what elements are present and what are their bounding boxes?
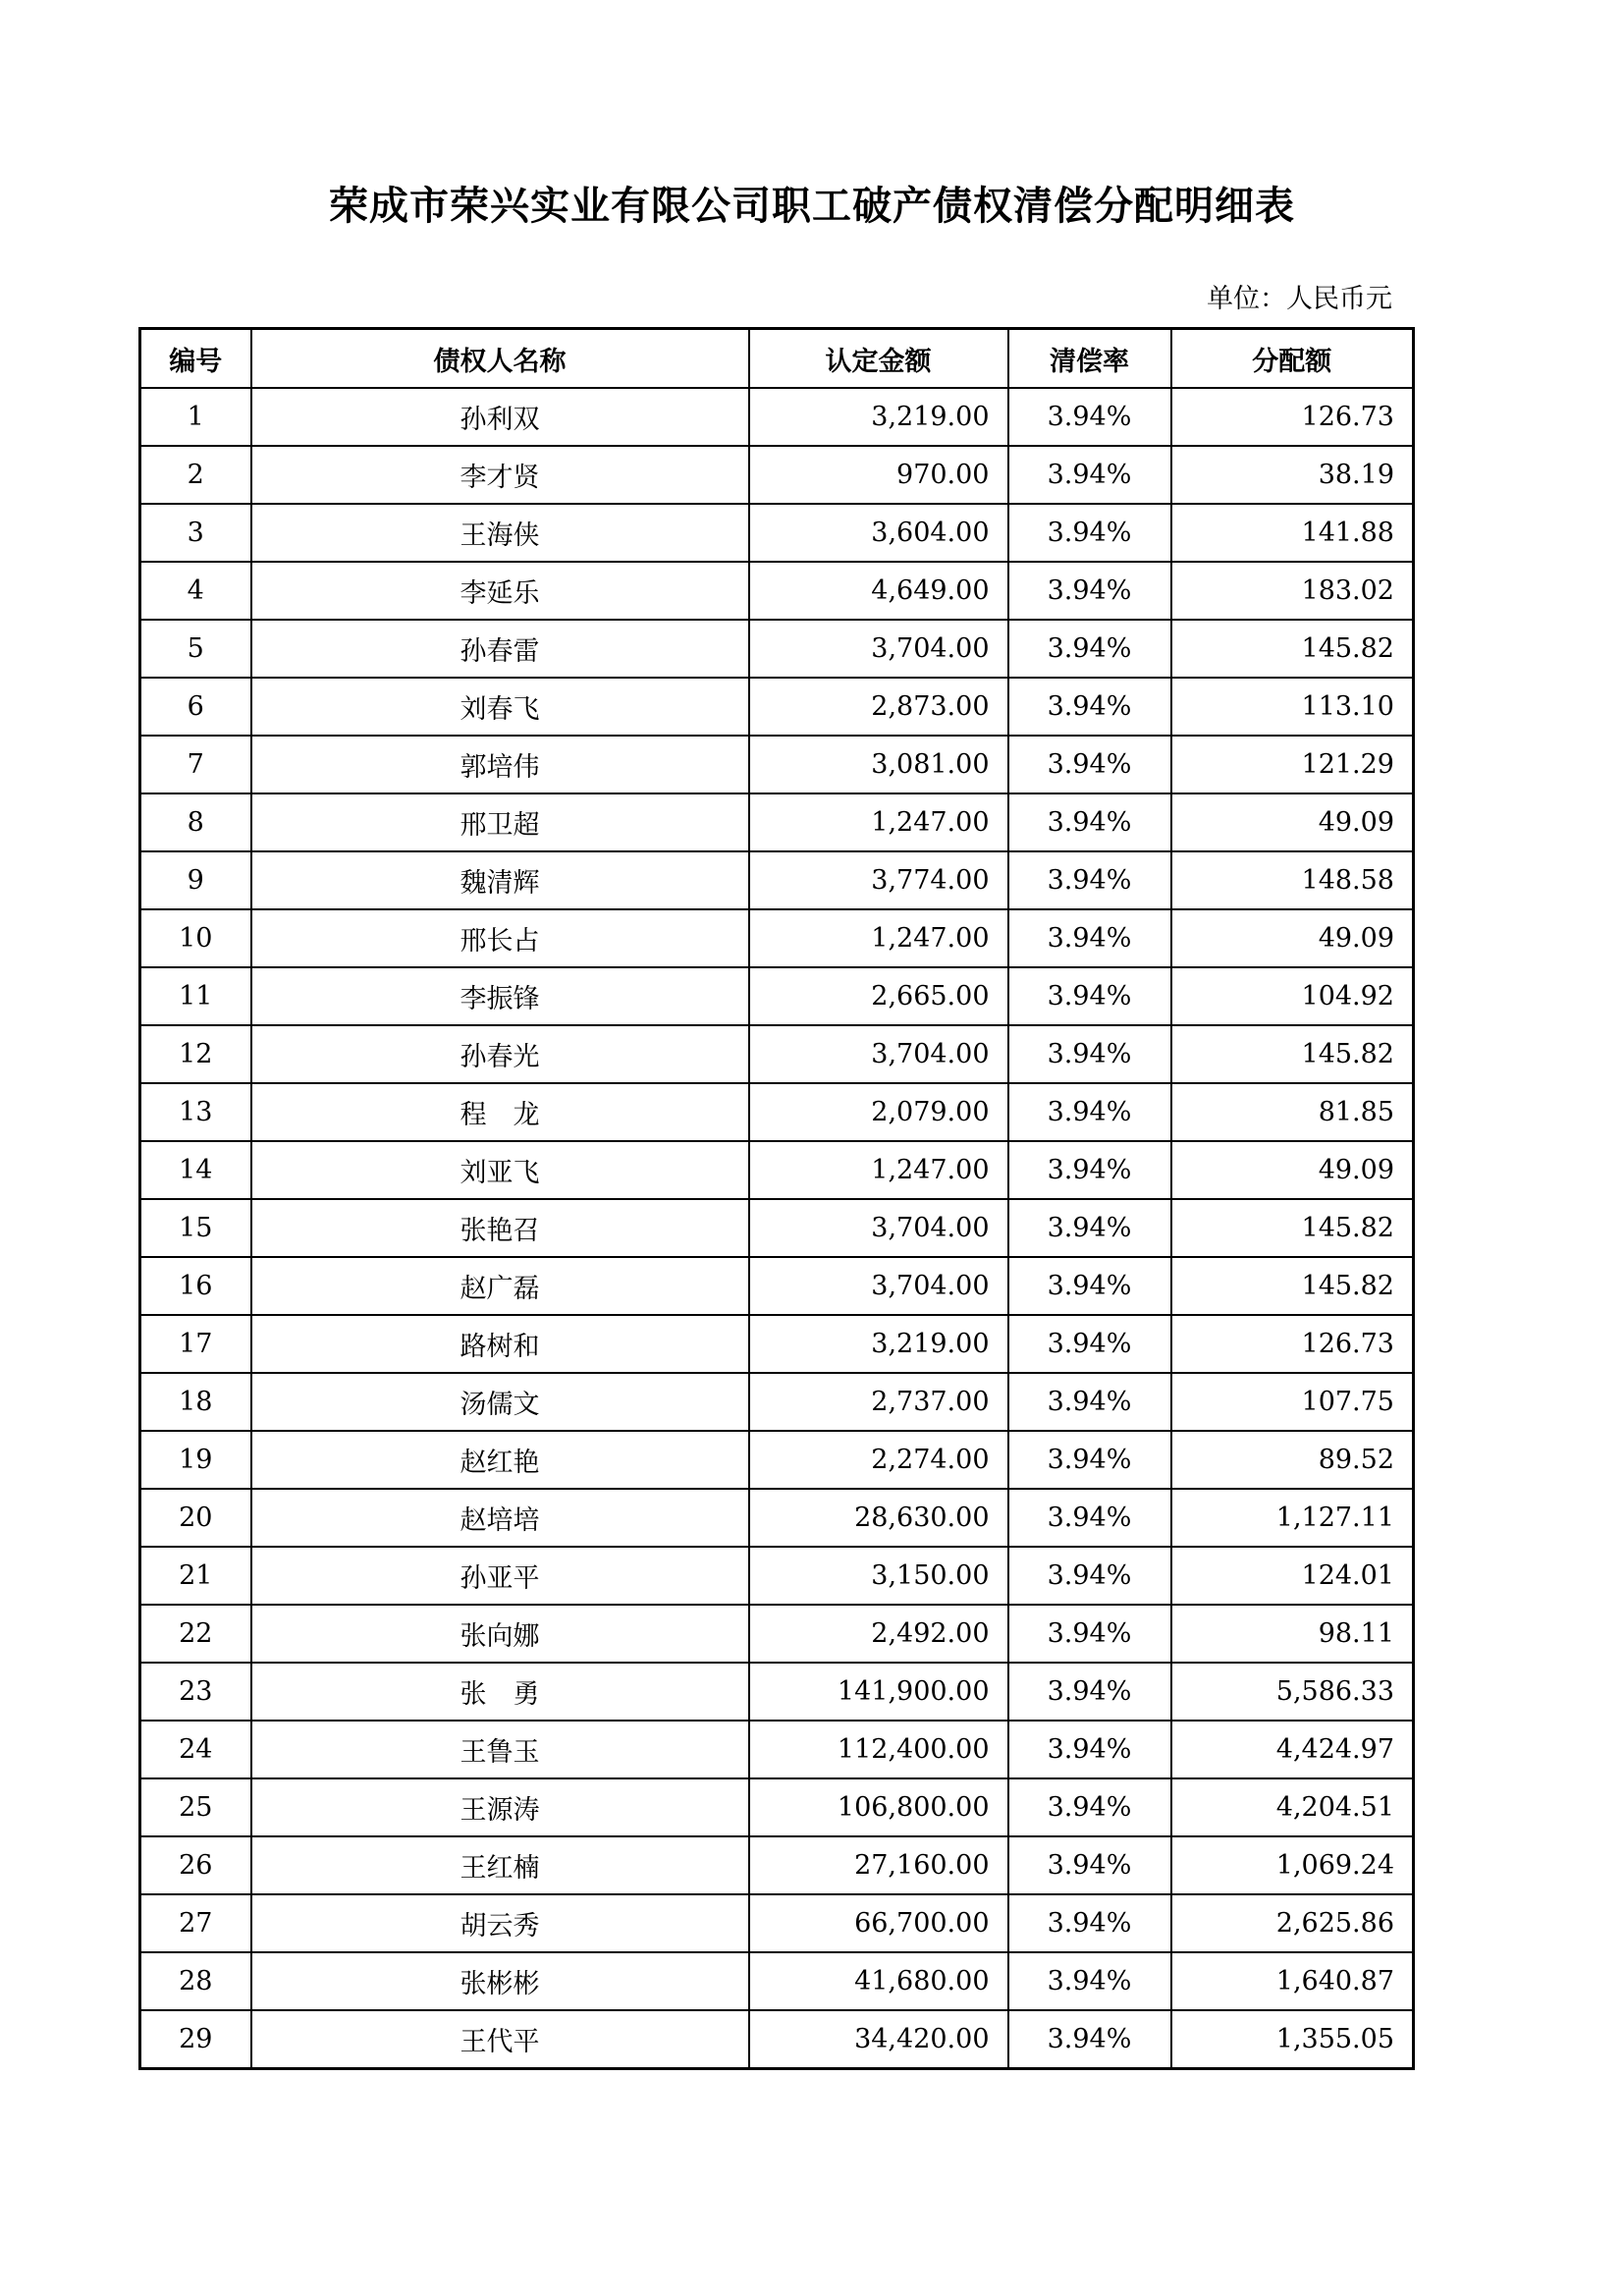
- cell-rate: 3.94%: [1008, 678, 1171, 736]
- cell-amount: 106,800.00: [749, 1778, 1008, 1836]
- cell-allocation: 124.01: [1171, 1547, 1414, 1605]
- cell-rate: 3.94%: [1008, 1257, 1171, 1315]
- cell-allocation: 126.73: [1171, 1315, 1414, 1373]
- cell-rate: 3.94%: [1008, 1141, 1171, 1199]
- cell-rate: 3.94%: [1008, 1605, 1171, 1663]
- cell-amount: 112,400.00: [749, 1721, 1008, 1778]
- cell-no: 21: [140, 1547, 251, 1605]
- cell-no: 9: [140, 851, 251, 909]
- cell-allocation: 145.82: [1171, 1199, 1414, 1257]
- cell-no: 6: [140, 678, 251, 736]
- cell-allocation: 38.19: [1171, 446, 1414, 504]
- cell-amount: 1,247.00: [749, 1141, 1008, 1199]
- cell-creditor-name: 李才贤: [251, 446, 749, 504]
- cell-no: 12: [140, 1025, 251, 1083]
- cell-creditor-name: 赵广磊: [251, 1257, 749, 1315]
- cell-allocation: 183.02: [1171, 562, 1414, 620]
- cell-no: 15: [140, 1199, 251, 1257]
- cell-amount: 41,680.00: [749, 1952, 1008, 2010]
- cell-allocation: 98.11: [1171, 1605, 1414, 1663]
- cell-amount: 2,873.00: [749, 678, 1008, 736]
- cell-rate: 3.94%: [1008, 793, 1171, 851]
- cell-no: 5: [140, 620, 251, 678]
- table-row: [140, 1894, 1414, 1952]
- cell-rate: 3.94%: [1008, 562, 1171, 620]
- cell-creditor-name: 邢卫超: [251, 793, 749, 851]
- cell-amount: 3,704.00: [749, 620, 1008, 678]
- cell-creditor-name: 孙利双: [251, 388, 749, 446]
- table-row: [140, 1083, 1414, 1141]
- cell-amount: 970.00: [749, 446, 1008, 504]
- cell-creditor-name: 邢长占: [251, 909, 749, 967]
- cell-no: 10: [140, 909, 251, 967]
- cell-rate: 3.94%: [1008, 1836, 1171, 1894]
- table-body: [140, 388, 1414, 2069]
- cell-no: 18: [140, 1373, 251, 1431]
- cell-amount: 3,219.00: [749, 388, 1008, 446]
- cell-rate: 3.94%: [1008, 1663, 1171, 1721]
- table-row: [140, 1373, 1414, 1431]
- cell-no: 1: [140, 388, 251, 446]
- cell-amount: 66,700.00: [749, 1894, 1008, 1952]
- cell-no: 25: [140, 1778, 251, 1836]
- cell-rate: 3.94%: [1008, 1721, 1171, 1778]
- cell-rate: 3.94%: [1008, 388, 1171, 446]
- table-row: [140, 1025, 1414, 1083]
- cell-amount: 141,900.00: [749, 1663, 1008, 1721]
- cell-amount: 27,160.00: [749, 1836, 1008, 1894]
- table-row: [140, 1952, 1414, 2010]
- cell-creditor-name: 张向娜: [251, 1605, 749, 1663]
- header-rate: 清偿率: [1008, 329, 1171, 389]
- cell-rate: 3.94%: [1008, 1547, 1171, 1605]
- table-row: [140, 851, 1414, 909]
- cell-creditor-name: 王海侠: [251, 504, 749, 562]
- cell-amount: 34,420.00: [749, 2010, 1008, 2069]
- cell-no: 19: [140, 1431, 251, 1489]
- table-row: [140, 967, 1414, 1025]
- cell-rate: 3.94%: [1008, 1315, 1171, 1373]
- table-row: [140, 1547, 1414, 1605]
- cell-no: 16: [140, 1257, 251, 1315]
- cell-creditor-name: 王源涛: [251, 1778, 749, 1836]
- cell-allocation: 1,127.11: [1171, 1489, 1414, 1547]
- cell-allocation: 104.92: [1171, 967, 1414, 1025]
- cell-allocation: 121.29: [1171, 736, 1414, 793]
- table-row: [140, 736, 1414, 793]
- cell-creditor-name: 赵培培: [251, 1489, 749, 1547]
- cell-amount: 3,081.00: [749, 736, 1008, 793]
- table-row: [140, 1605, 1414, 1663]
- cell-allocation: 49.09: [1171, 793, 1414, 851]
- cell-rate: 3.94%: [1008, 1083, 1171, 1141]
- cell-no: 17: [140, 1315, 251, 1373]
- cell-allocation: 81.85: [1171, 1083, 1414, 1141]
- cell-creditor-name: 郭培伟: [251, 736, 749, 793]
- cell-allocation: 4,204.51: [1171, 1778, 1414, 1836]
- cell-no: 23: [140, 1663, 251, 1721]
- cell-no: 11: [140, 967, 251, 1025]
- cell-rate: 3.94%: [1008, 1373, 1171, 1431]
- cell-no: 3: [140, 504, 251, 562]
- cell-amount: 2,274.00: [749, 1431, 1008, 1489]
- table-row: [140, 1315, 1414, 1373]
- cell-rate: 3.94%: [1008, 909, 1171, 967]
- cell-rate: 3.94%: [1008, 1778, 1171, 1836]
- cell-rate: 3.94%: [1008, 1025, 1171, 1083]
- cell-creditor-name: 王红楠: [251, 1836, 749, 1894]
- table-row: [140, 909, 1414, 967]
- cell-amount: 3,219.00: [749, 1315, 1008, 1373]
- table-row: [140, 562, 1414, 620]
- cell-allocation: 141.88: [1171, 504, 1414, 562]
- currency-unit-label: 单位：人民币元: [1207, 284, 1392, 314]
- cell-no: 14: [140, 1141, 251, 1199]
- cell-rate: 3.94%: [1008, 2010, 1171, 2069]
- cell-amount: 2,492.00: [749, 1605, 1008, 1663]
- distribution-table: [138, 327, 1415, 2070]
- cell-creditor-name: 李振锋: [251, 967, 749, 1025]
- cell-rate: 3.94%: [1008, 1894, 1171, 1952]
- table-row: [140, 504, 1414, 562]
- table-row: [140, 1721, 1414, 1778]
- cell-rate: 3.94%: [1008, 967, 1171, 1025]
- cell-amount: 3,774.00: [749, 851, 1008, 909]
- cell-no: 22: [140, 1605, 251, 1663]
- cell-creditor-name: 刘春飞: [251, 678, 749, 736]
- table-row: [140, 1489, 1414, 1547]
- cell-amount: 2,737.00: [749, 1373, 1008, 1431]
- table-row: [140, 446, 1414, 504]
- cell-creditor-name: 胡云秀: [251, 1894, 749, 1952]
- cell-amount: 2,665.00: [749, 967, 1008, 1025]
- cell-amount: 3,704.00: [749, 1257, 1008, 1315]
- cell-allocation: 89.52: [1171, 1431, 1414, 1489]
- cell-creditor-name: 张艳召: [251, 1199, 749, 1257]
- cell-no: 29: [140, 2010, 251, 2069]
- cell-amount: 3,704.00: [749, 1199, 1008, 1257]
- cell-rate: 3.94%: [1008, 1489, 1171, 1547]
- cell-amount: 3,604.00: [749, 504, 1008, 562]
- cell-amount: 2,079.00: [749, 1083, 1008, 1141]
- cell-no: 20: [140, 1489, 251, 1547]
- cell-rate: 3.94%: [1008, 620, 1171, 678]
- cell-rate: 3.94%: [1008, 851, 1171, 909]
- cell-no: 7: [140, 736, 251, 793]
- cell-allocation: 1,640.87: [1171, 1952, 1414, 2010]
- table-row: [140, 1836, 1414, 1894]
- cell-no: 24: [140, 1721, 251, 1778]
- table-header-row: [140, 329, 1414, 389]
- cell-allocation: 4,424.97: [1171, 1721, 1414, 1778]
- cell-allocation: 145.82: [1171, 1257, 1414, 1315]
- cell-creditor-name: 李延乐: [251, 562, 749, 620]
- cell-allocation: 49.09: [1171, 1141, 1414, 1199]
- cell-amount: 4,649.00: [749, 562, 1008, 620]
- table-row: [140, 1663, 1414, 1721]
- cell-allocation: 49.09: [1171, 909, 1414, 967]
- cell-allocation: 107.75: [1171, 1373, 1414, 1431]
- cell-allocation: 148.58: [1171, 851, 1414, 909]
- cell-no: 8: [140, 793, 251, 851]
- cell-creditor-name: 魏清辉: [251, 851, 749, 909]
- document-title: 荣成市荣兴实业有限公司职工破产债权清偿分配明细表: [329, 184, 1295, 229]
- cell-amount: 3,704.00: [749, 1025, 1008, 1083]
- cell-creditor-name: 孙春光: [251, 1025, 749, 1083]
- cell-creditor-name: 刘亚飞: [251, 1141, 749, 1199]
- cell-amount: 1,247.00: [749, 909, 1008, 967]
- cell-rate: 3.94%: [1008, 1199, 1171, 1257]
- table-row: [140, 388, 1414, 446]
- cell-creditor-name: 王代平: [251, 2010, 749, 2069]
- cell-no: 26: [140, 1836, 251, 1894]
- cell-amount: 28,630.00: [749, 1489, 1008, 1547]
- cell-rate: 3.94%: [1008, 504, 1171, 562]
- cell-creditor-name: 路树和: [251, 1315, 749, 1373]
- cell-allocation: 1,355.05: [1171, 2010, 1414, 2069]
- cell-rate: 3.94%: [1008, 1952, 1171, 2010]
- table-row: [140, 678, 1414, 736]
- table-row: [140, 1778, 1414, 1836]
- cell-allocation: 126.73: [1171, 388, 1414, 446]
- cell-allocation: 5,586.33: [1171, 1663, 1414, 1721]
- table-row: [140, 1199, 1414, 1257]
- table-row: [140, 1257, 1414, 1315]
- cell-allocation: 113.10: [1171, 678, 1414, 736]
- cell-creditor-name: 程 龙: [251, 1083, 749, 1141]
- cell-amount: 3,150.00: [749, 1547, 1008, 1605]
- cell-creditor-name: 张彬彬: [251, 1952, 749, 2010]
- cell-allocation: 145.82: [1171, 1025, 1414, 1083]
- header-allocation: 分配额: [1171, 329, 1414, 389]
- header-no: 编号: [140, 329, 251, 389]
- table-row: [140, 620, 1414, 678]
- header-creditor-name: 债权人名称: [251, 329, 749, 389]
- cell-creditor-name: 汤儒文: [251, 1373, 749, 1431]
- table-row: [140, 793, 1414, 851]
- cell-creditor-name: 王鲁玉: [251, 1721, 749, 1778]
- cell-no: 2: [140, 446, 251, 504]
- cell-amount: 1,247.00: [749, 793, 1008, 851]
- cell-creditor-name: 赵红艳: [251, 1431, 749, 1489]
- table-row: [140, 2010, 1414, 2069]
- cell-no: 4: [140, 562, 251, 620]
- cell-allocation: 145.82: [1171, 620, 1414, 678]
- cell-rate: 3.94%: [1008, 446, 1171, 504]
- cell-allocation: 2,625.86: [1171, 1894, 1414, 1952]
- cell-creditor-name: 孙春雷: [251, 620, 749, 678]
- header-amount: 认定金额: [749, 329, 1008, 389]
- cell-creditor-name: 张 勇: [251, 1663, 749, 1721]
- table-row: [140, 1431, 1414, 1489]
- cell-rate: 3.94%: [1008, 1431, 1171, 1489]
- cell-rate: 3.94%: [1008, 736, 1171, 793]
- cell-no: 13: [140, 1083, 251, 1141]
- cell-no: 28: [140, 1952, 251, 2010]
- cell-allocation: 1,069.24: [1171, 1836, 1414, 1894]
- cell-no: 27: [140, 1894, 251, 1952]
- cell-creditor-name: 孙亚平: [251, 1547, 749, 1605]
- table-row: [140, 1141, 1414, 1199]
